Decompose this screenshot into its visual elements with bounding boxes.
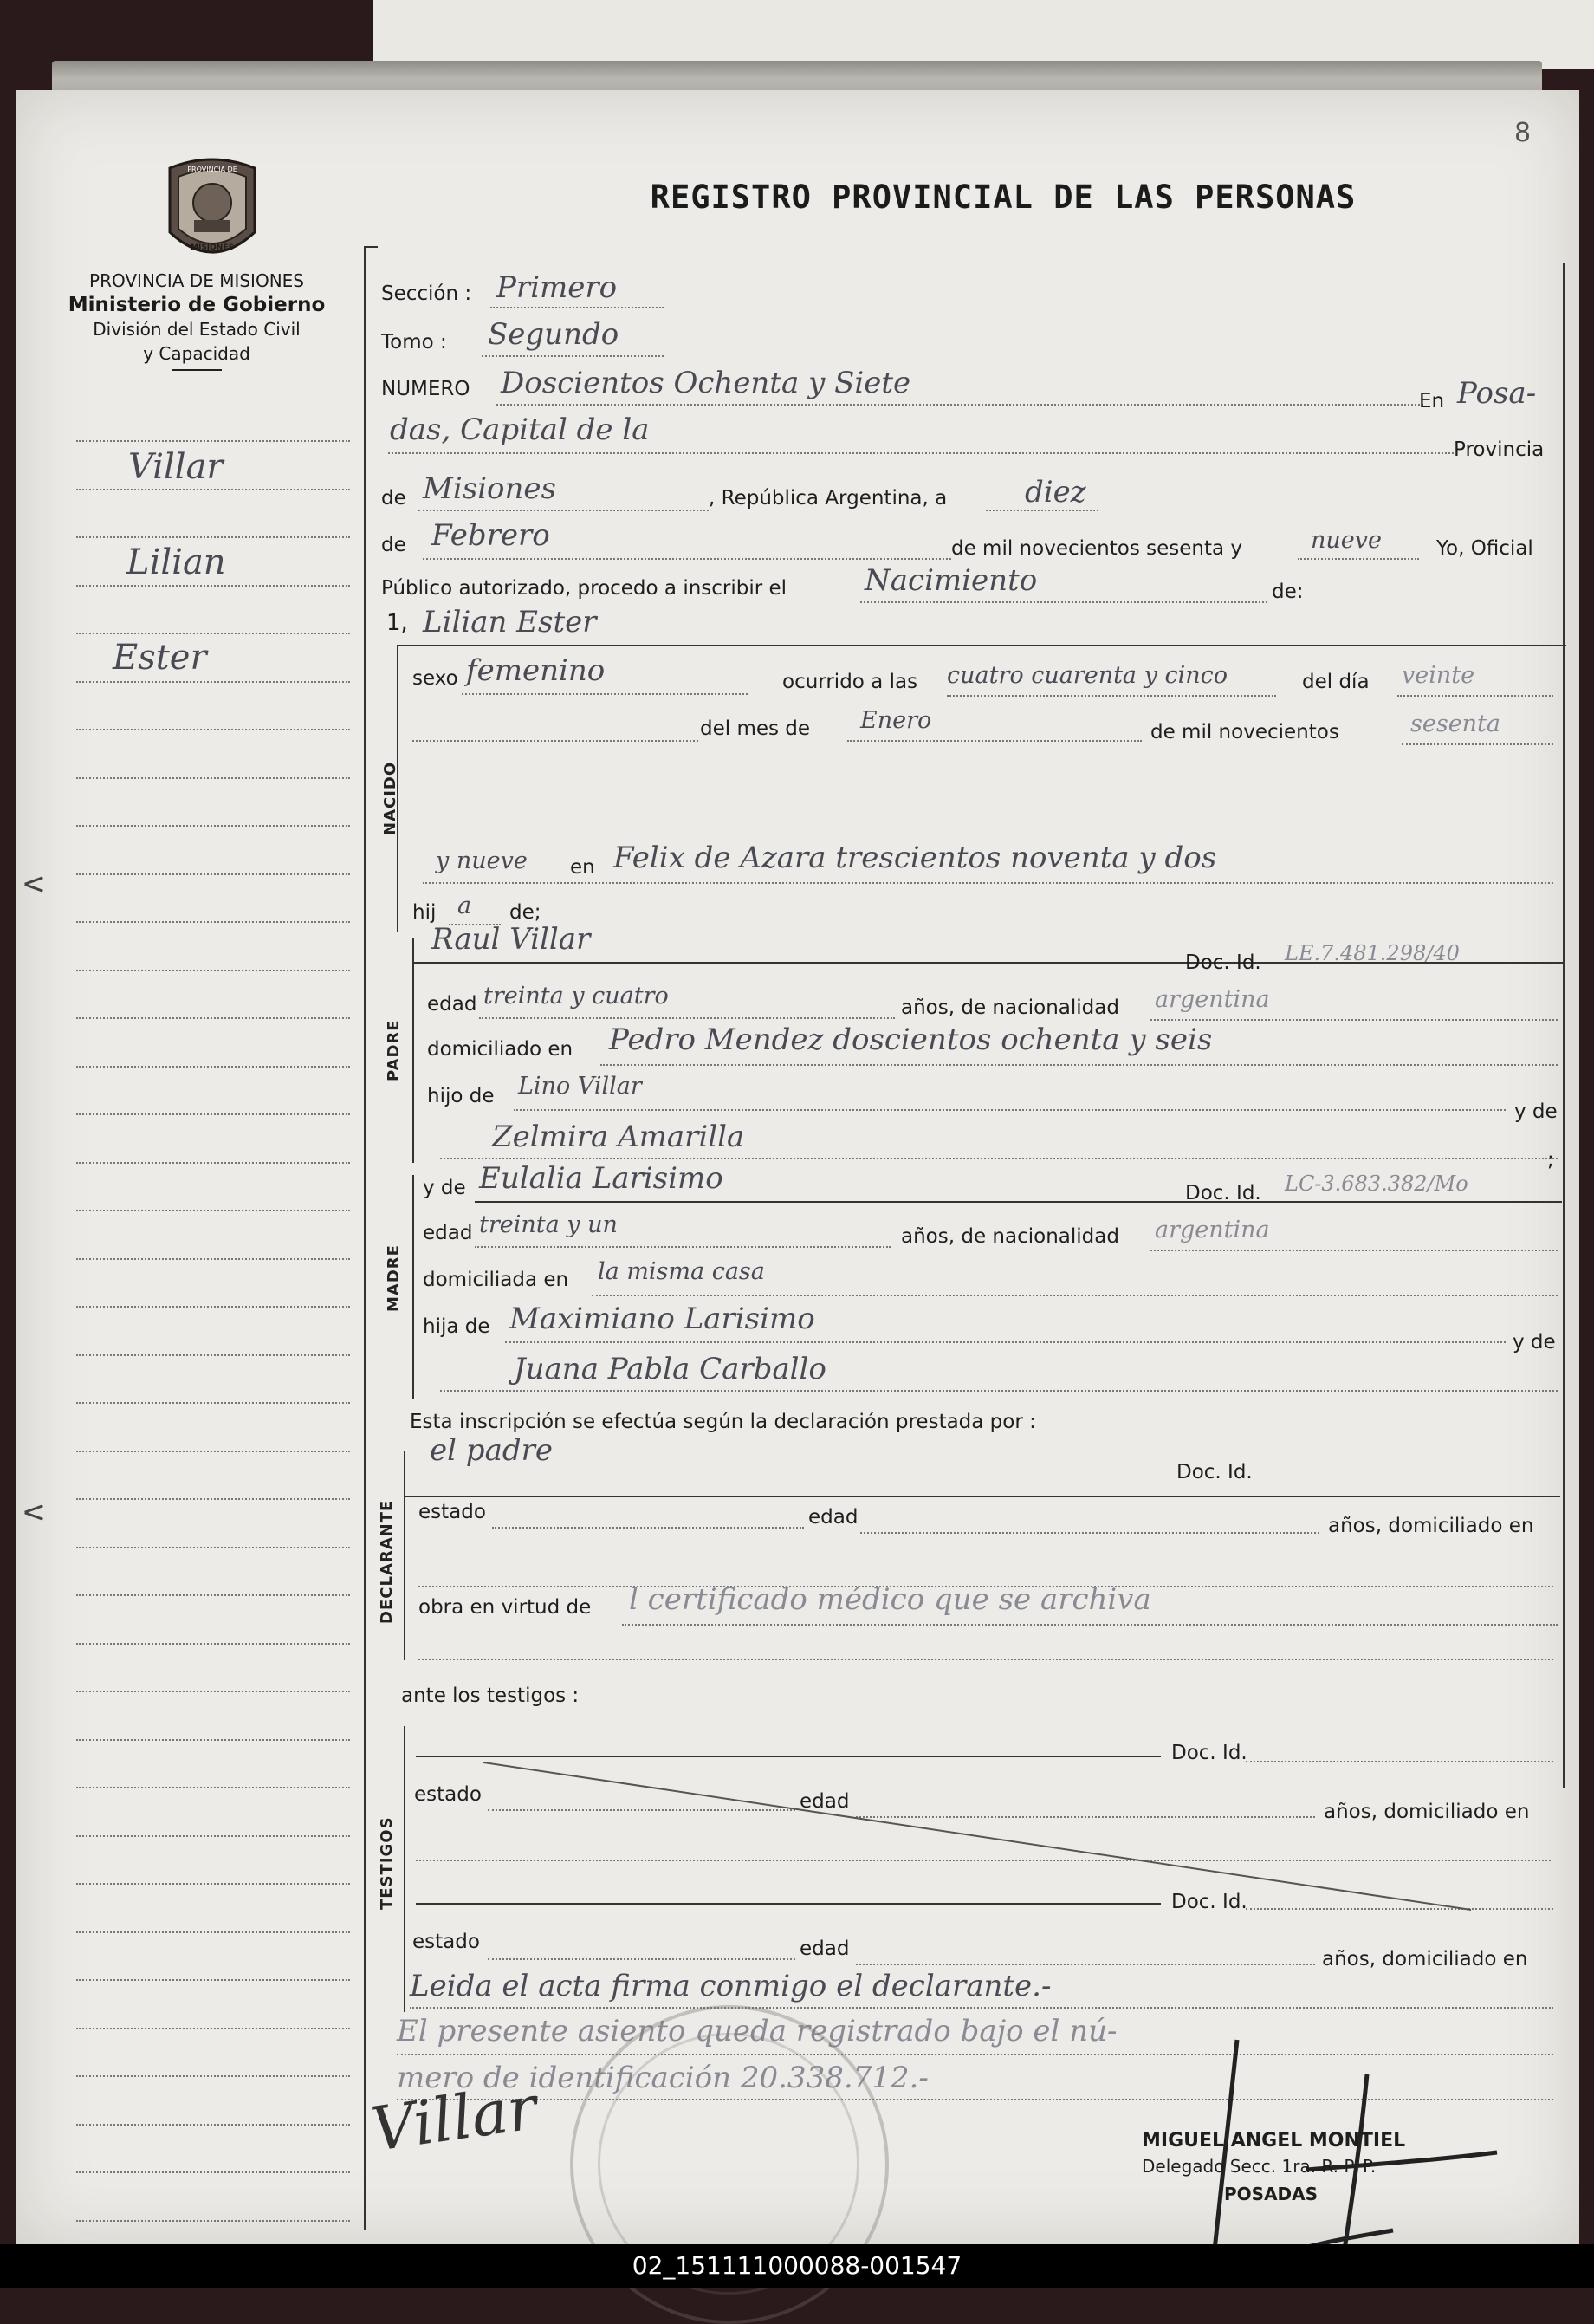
tomo-value: Segundo [488, 317, 619, 352]
cierre-linea-3: mero de identificación 20.338.712.- [397, 2061, 929, 2095]
seccion-label: Sección : [381, 282, 472, 305]
testigos-bracket [404, 1726, 405, 2012]
margin-rule [76, 970, 350, 971]
margin-rule [76, 1691, 350, 1692]
doc-id-label: Doc. Id. [1171, 1891, 1247, 1913]
anos-dom-label: años, domiciliado en [1324, 1801, 1530, 1823]
madre-bracket [412, 1175, 414, 1399]
margin-rule [76, 536, 350, 538]
seal-text-top: PROVINCIA DE [187, 166, 237, 173]
dotted-line [847, 740, 1142, 742]
dotted-line [475, 1246, 891, 1248]
doc-id-label: Doc. Id. [1185, 951, 1261, 974]
yo-oficial-label: Yo, Oficial [1436, 537, 1533, 560]
margin-rule [76, 1739, 350, 1741]
dotted-line [440, 1390, 1558, 1392]
madre-domicilio: la misma casa [598, 1258, 765, 1285]
province-seal-icon [161, 153, 263, 263]
dotted-line [947, 695, 1276, 697]
nacido-nombre: Lilian Ester [423, 605, 597, 639]
sexo-value: femenino [466, 653, 606, 688]
issuer-ministry: Ministerio de Gobierno [68, 294, 326, 316]
anos-dom-label: años, domiciliado en [1322, 1948, 1528, 1970]
del-dia-label: del día [1302, 671, 1370, 693]
margin-rule [76, 2171, 350, 2173]
republica-label: , República Argentina, a [709, 487, 948, 510]
margin-rule [76, 1451, 350, 1452]
dotted-line [1150, 1019, 1558, 1021]
image-id-footer: 02_151111000088-001547 [0, 2244, 1594, 2288]
obra-value: l certificado médico que se archiva [629, 1582, 1151, 1617]
padre-domicilio: Pedro Mendez doscientos ochenta y seis [609, 1022, 1213, 1057]
dotted-line [479, 1017, 895, 1019]
y-de-label: y de [1514, 1100, 1558, 1123]
declarante-value: el padre [430, 1433, 553, 1468]
dotted-line [490, 307, 664, 308]
frame-left-line [364, 246, 366, 2230]
margin-rule [76, 1643, 350, 1645]
obra-label: obra en virtud de [418, 1596, 592, 1619]
dotted-line [423, 558, 951, 560]
dotted-line [860, 1532, 1319, 1534]
declarante-signature: Villar [366, 2072, 541, 2165]
lugar-value: Felix de Azara trescientos noventa y dos [613, 841, 1217, 875]
dotted-line [418, 1659, 1553, 1660]
margin-middle-name: Ester [113, 638, 207, 678]
side-label-declarante: DECLARANTE [378, 1499, 396, 1624]
padre-doc: LE.7.481.298/40 [1285, 941, 1460, 965]
margin-rule [76, 1787, 350, 1788]
dotted-line [514, 1109, 1506, 1111]
edad-label: edad [427, 993, 477, 1016]
punch-hole-mark [21, 1494, 43, 1529]
margin-rule [76, 1979, 350, 1981]
publico-label: Público autorizado, procedo a inscribir el [381, 577, 787, 600]
dotted-line [1402, 743, 1553, 745]
official-name: MIGUEL ANGEL MONTIEL [1142, 2130, 1406, 2152]
estado-label: estado [414, 1783, 482, 1806]
y-de-label: y de [1513, 1331, 1556, 1354]
dotted-line [860, 601, 1267, 603]
margin-rule [76, 1066, 350, 1068]
madre-doc: LC-3.683.382/Mo [1285, 1172, 1468, 1196]
margin-rule [76, 729, 350, 730]
de-semicolon-label: de; [509, 901, 541, 924]
margin-rule [76, 777, 350, 779]
margin-rule [76, 440, 350, 442]
doc-id-label: Doc. Id. [1176, 1461, 1253, 1483]
margin-rule [76, 585, 350, 587]
edad-label: edad [800, 1938, 850, 1960]
edad-label: edad [423, 1222, 473, 1244]
hij-label: hij [412, 901, 437, 924]
en-word-label: en [570, 856, 595, 879]
provincia-value: Misiones [423, 471, 556, 506]
nacido-anio-1: sesenta [1410, 711, 1501, 737]
issuer-block [54, 269, 340, 371]
del-mes-label: del mes de [700, 717, 811, 740]
tomo-label: Tomo : [381, 331, 447, 354]
padre-nombre: Raul Villar [431, 922, 591, 957]
margin-rule [76, 2028, 350, 2029]
margin-rule [76, 1210, 350, 1211]
hijo-de-label: hijo de [427, 1085, 495, 1107]
dotted-line [505, 1341, 1506, 1343]
item-number: 1, [386, 610, 408, 636]
madre-nacionalidad: argentina [1155, 1217, 1270, 1243]
section-rule [475, 1201, 1562, 1203]
nacido-mes-value: Enero [860, 707, 932, 734]
nacido-dia-value: veinte [1402, 662, 1475, 689]
acto-value: Nacimiento [865, 563, 1038, 598]
dotted-line [622, 1624, 1558, 1626]
margin-rule [76, 1354, 350, 1356]
dotted-line [418, 510, 709, 511]
dia-value: diez [1025, 475, 1086, 510]
frame-right-line [1563, 263, 1565, 1788]
margin-rule [76, 2124, 350, 2126]
padre-edad: treinta y cuatro [483, 983, 669, 1009]
edad-label: edad [808, 1506, 859, 1529]
declarante-bracket [404, 1451, 405, 1660]
madre-nombre: Eulalia Larisimo [479, 1161, 723, 1196]
madre-madre: Juana Pabla Carballo [514, 1352, 826, 1386]
dotted-line [1150, 1250, 1558, 1251]
page-title: REGISTRO PROVINCIAL DE LAS PERSONAS [650, 179, 1357, 216]
dotted-line [492, 1527, 804, 1529]
margin-rule [76, 825, 350, 827]
hij-suffix: a [457, 893, 472, 919]
margin-rule [76, 1547, 350, 1548]
side-label-nacido: NACIDO [381, 761, 399, 835]
issuer-province: PROVINCIA DE MISIONES [89, 270, 304, 291]
madre-edad: treinta y un [479, 1211, 618, 1238]
dotted-line [1397, 695, 1553, 697]
margin-surname: Villar [128, 447, 224, 487]
margin-rule [76, 681, 350, 683]
section-rule [397, 645, 1566, 646]
padre-padre: Lino Villar [518, 1073, 642, 1100]
issuer-rule [172, 369, 222, 371]
dotted-line [856, 1964, 1315, 1965]
numero-label: NUMERO [381, 378, 470, 400]
margin-rule [76, 1113, 350, 1115]
margin-rule [76, 1883, 350, 1885]
de-label: de [381, 534, 406, 556]
padre-madre: Zelmira Amarilla [492, 1120, 745, 1154]
en-value-2: das, Capital de la [390, 412, 650, 447]
dotted-line [388, 452, 1454, 454]
official-title: Delegado Secc. 1ra. R. P. P. [1142, 2156, 1377, 2177]
side-label-madre: MADRE [385, 1244, 403, 1312]
cierre-linea-2: El presente asiento queda registrado bajo el nú- [397, 2014, 1118, 2048]
margin-rule [76, 921, 350, 923]
margin-rule [76, 1835, 350, 1837]
anos-dom-label: años, domiciliado en [1328, 1515, 1534, 1537]
margin-rule [76, 2220, 350, 2222]
hija-de-label: hija de [423, 1315, 490, 1338]
padre-nacionalidad: argentina [1155, 986, 1270, 1013]
de-mil-label: de mil novecientos sesenta y [951, 537, 1242, 560]
dotted-line [440, 1158, 1558, 1159]
side-label-testigos: TESTIGOS [378, 1816, 396, 1910]
mes-value: Febrero [431, 518, 550, 553]
issuer-capacity: y Capacidad [143, 343, 250, 364]
ocurrido-label: ocurrido a las [782, 671, 918, 693]
padre-bracket [412, 938, 414, 1163]
estado-label: estado [412, 1931, 480, 1953]
seal-text-bottom: MISIONES [191, 243, 234, 252]
page-number: 8 [1514, 118, 1532, 148]
strike-line [483, 1754, 1480, 1927]
issuer-division: División del Estado Civil [93, 319, 301, 340]
dotted-line [986, 510, 1098, 511]
dotted-line [592, 1295, 1558, 1296]
provincia-label: Provincia [1454, 438, 1545, 461]
de-mil-nov-label: de mil novecientos [1150, 721, 1339, 743]
cierre-linea-1: Leida el acta firma conmigo el declarante.- [410, 1969, 1052, 2003]
margin-rule [76, 1306, 350, 1308]
dotted-line [496, 404, 1423, 406]
edad-label: edad [800, 1790, 850, 1813]
margin-rule [76, 873, 350, 875]
madre-padre: Maximiano Larisimo [509, 1302, 815, 1336]
dotted-line [1298, 558, 1419, 560]
doc-id-label: Doc. Id. [1185, 1182, 1261, 1204]
estado-label: estado [418, 1501, 486, 1523]
dotted-line [488, 1958, 795, 1960]
de-colon-label: de: [1272, 581, 1304, 603]
margin-rule [76, 1402, 350, 1404]
dotted-line [462, 693, 748, 695]
domiciliada-label: domiciliada en [423, 1269, 569, 1291]
sexo-label: sexo [412, 667, 458, 690]
margin-rule [76, 1931, 350, 1933]
margin-rule [76, 489, 350, 490]
frame-top-tick [364, 246, 378, 248]
dotted-line [600, 1064, 1558, 1066]
semicolon-label: ; [1547, 1149, 1554, 1172]
dotted-line [482, 355, 664, 357]
y-de-label: y de [423, 1177, 466, 1199]
side-label-padre: PADRE [385, 1019, 403, 1081]
nacido-anio-2: y nueve [436, 847, 528, 874]
margin-rule [76, 2075, 350, 2077]
margin-first-name: Lilian [126, 542, 226, 582]
anos-nac-label: años, de nacionalidad [901, 996, 1119, 1019]
official-place: POSADAS [1224, 2184, 1319, 2204]
esta-inscripcion-label: Esta inscripción se efectúa según la declaración prestada por : [410, 1411, 1036, 1433]
margin-rule [76, 1162, 350, 1164]
dotted-line [410, 2007, 1553, 2009]
margin-rule [76, 633, 350, 634]
hora-value: cuatro cuarenta y cinco [947, 662, 1228, 689]
en-label: En [1419, 390, 1445, 412]
margin-rule [76, 1594, 350, 1596]
anio-value: nueve [1311, 527, 1382, 554]
paper-edge-background [373, 0, 1594, 69]
de-label: de [381, 487, 406, 510]
numero-value: Doscientos Ochenta y Siete [501, 366, 911, 400]
ante-label: ante los testigos : [401, 1685, 580, 1707]
en-value-1: Posa- [1457, 376, 1537, 411]
domiciliado-label: domiciliado en [427, 1038, 573, 1061]
punch-hole-mark [21, 866, 43, 900]
doc-id-label: Doc. Id. [1171, 1742, 1247, 1764]
margin-rule [76, 1498, 350, 1500]
dotted-line [412, 740, 698, 742]
anos-nac-label: años, de nacionalidad [901, 1225, 1119, 1248]
dotted-line [423, 882, 1553, 884]
margin-rule [76, 1258, 350, 1260]
seccion-value: Primero [496, 270, 618, 305]
document-page [16, 90, 1579, 2244]
section-rule [404, 1496, 1560, 1497]
margin-rule [76, 1017, 350, 1019]
